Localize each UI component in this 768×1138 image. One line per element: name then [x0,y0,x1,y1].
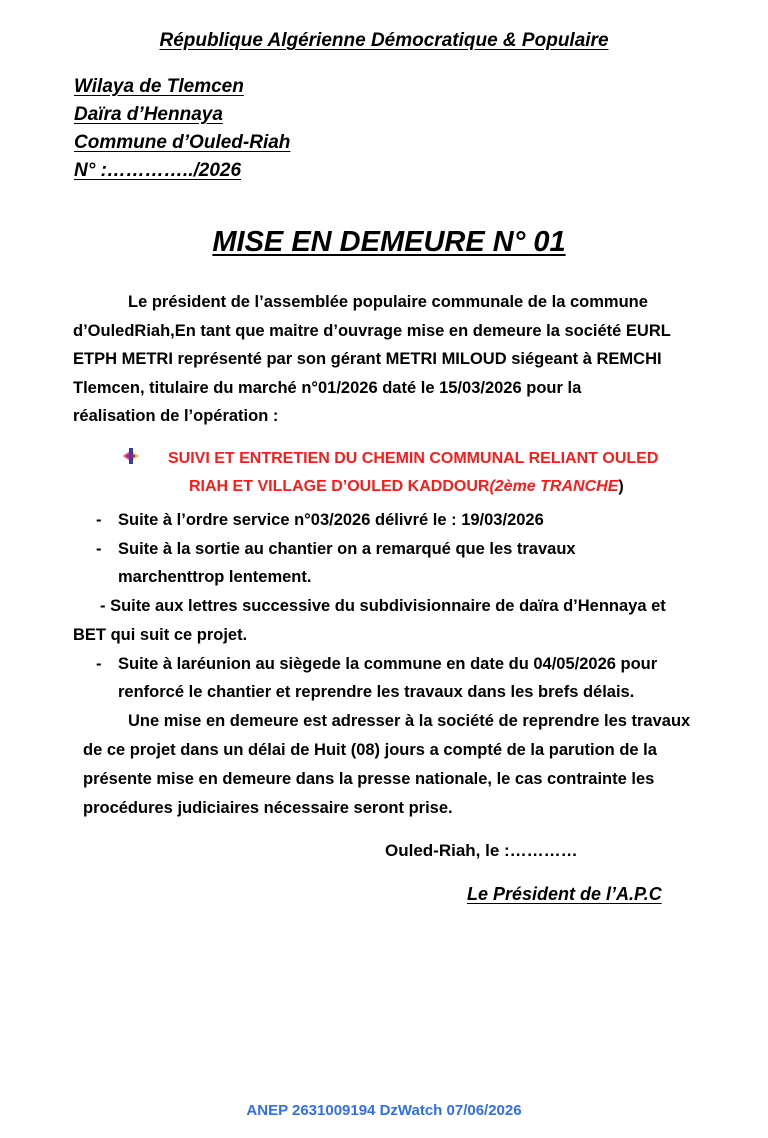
intro-line: Tlemcen, titulaire du marché n°01/2026 daté le 15/03/2026 pour la [73,378,582,397]
item-dash: - [96,655,102,673]
intro-line: Le président de l’assemblée populaire communale de la commune [128,293,648,311]
item-dash: - [96,511,102,529]
conclusion-line: de ce projet dans un délai de Huit (08) jours a compté de la parution de la [83,741,657,759]
footer-reference: ANEP 2631009194 DzWatch 07/06/2026 [246,1102,522,1119]
commune-line: Commune d’Ouled-Riah [74,132,291,153]
daira-line: Daïra d’Hennaya [74,104,223,125]
operation-name: RIAH ET VILLAGE D’OULED KADDOUR [189,478,490,495]
signature-title: Le Président de l’A.P.C [467,884,662,904]
list-item: Suite à laréunion au siègede la commune en date du 04/05/2026 pour [118,655,658,673]
operation-title-line2 [189,478,624,496]
list-item: Suite à l’ordre service n°03/2026 délivré le : 19/03/2026 [118,511,544,529]
reference-number: N° :…………../2026 [74,160,242,181]
list-item-continued: BET qui suit ce projet. [73,626,248,644]
conclusion-line: procédures judiciaires nécessaire seront prise. [83,799,453,817]
item-dash: - [96,540,102,558]
list-item: - Suite aux lettres successive du subdivisionnaire de daïra d’Hennaya et [100,597,666,615]
republic-heading: République Algérienne Démocratique & Populaire [159,30,609,51]
document-title: MISE EN DEMEURE N° 01 [212,226,566,258]
list-item-continued: renforcé le chantier et reprendre les travaux dans les brefs délais. [118,683,635,701]
conclusion-line: Une mise en demeure est adresser à la société de reprendre les travaux [128,712,691,730]
operation-tranche: (2ème TRANCHE [489,478,619,495]
intro-paragraph [73,288,753,431]
operation-close-paren: ) [618,478,624,495]
intro-line: réalisation de l’opération : [73,407,279,426]
conclusion-line: présente mise en demeure dans la presse nationale, le cas contrainte les [83,770,655,788]
list-item: Suite à la sortie au chantier on a remarqué que les travaux [118,540,576,558]
wilaya-line: Wilaya de Tlemcen [74,76,244,97]
operation-title-line1: SUIVI ET ENTRETIEN DU CHEMIN COMMUNAL RELIANT OULED [168,450,659,467]
intro-line: d’OuledRiah,En tant que maitre d’ouvrage mise en demeure la société EURL [73,321,671,340]
arrow-bullet-icon [122,447,140,465]
list-item-continued: marchenttrop lentement. [118,568,312,586]
place-and-date: Ouled-Riah, le :………… [385,841,578,860]
intro-line: ETPH METRI représenté par son gérant METRI MILOUD siégeant à REMCHI [73,350,662,369]
